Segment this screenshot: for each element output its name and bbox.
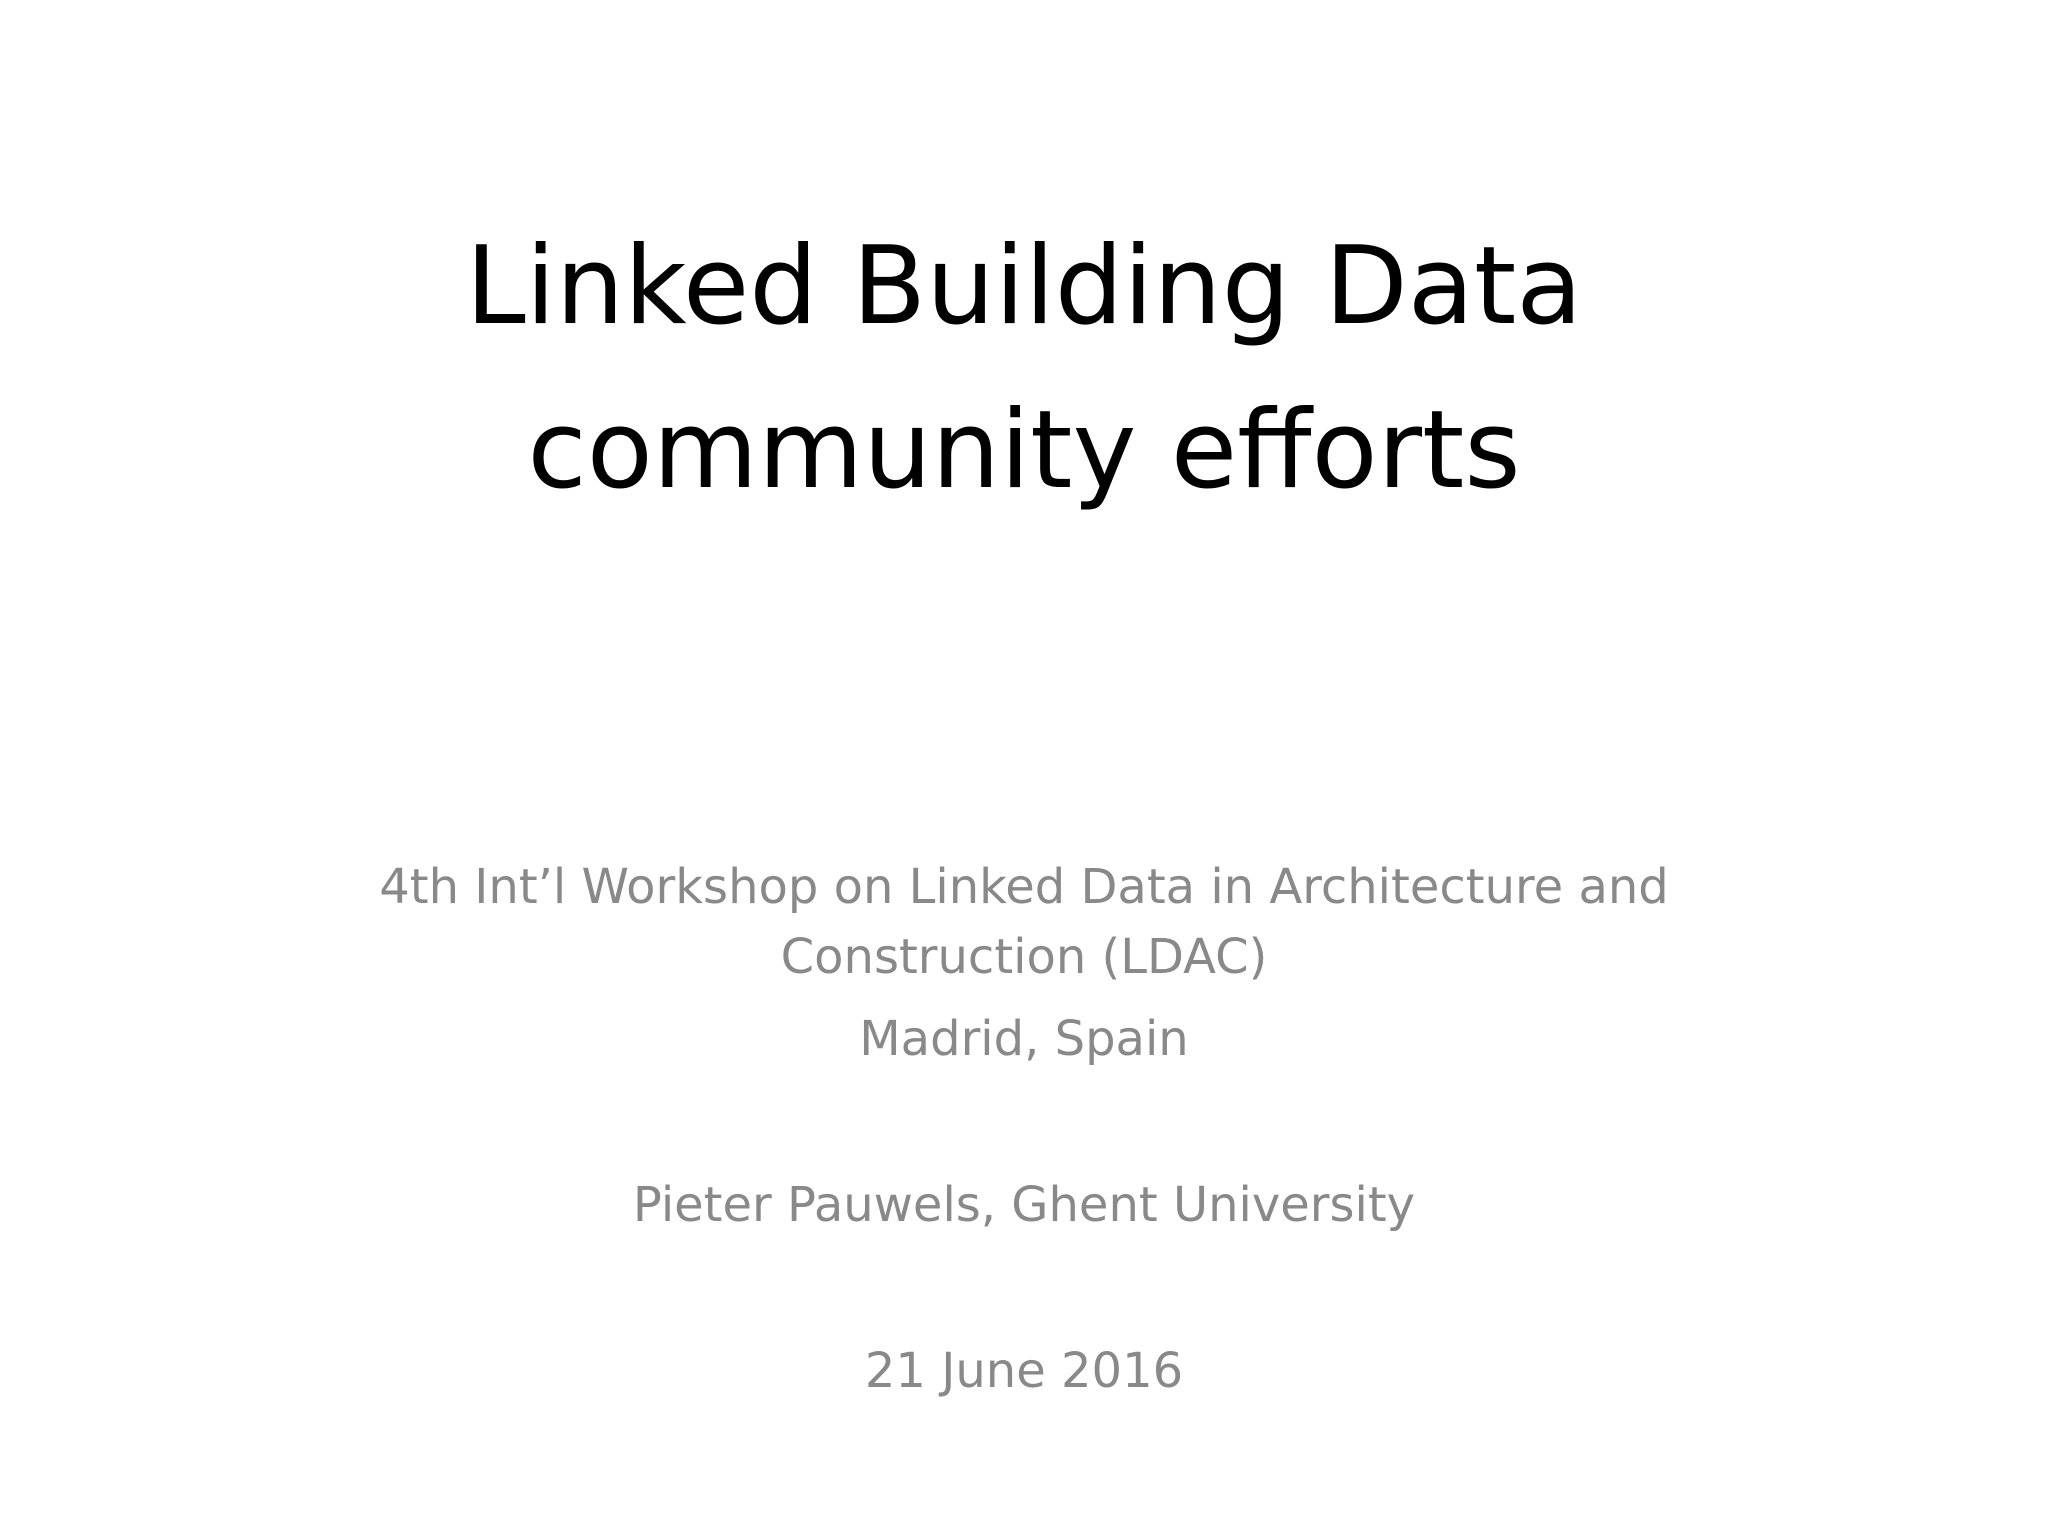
- workshop-line-1: 4th Int’l Workshop on Linked Data in Architecture and: [379, 859, 1669, 915]
- slide-title: [0, 205, 2048, 533]
- title-line-1: Linked Building Data: [465, 224, 1583, 349]
- workshop-name: [0, 852, 2048, 992]
- author-affiliation: Pieter Pauwels, Ghent University: [632, 1177, 1416, 1233]
- title-line-2: community efforts: [527, 388, 1521, 513]
- presentation-date: 21 June 2016: [864, 1343, 1184, 1399]
- workshop-line-2: Construction (LDAC): [780, 929, 1268, 985]
- event-location: Madrid, Spain: [859, 1011, 1189, 1067]
